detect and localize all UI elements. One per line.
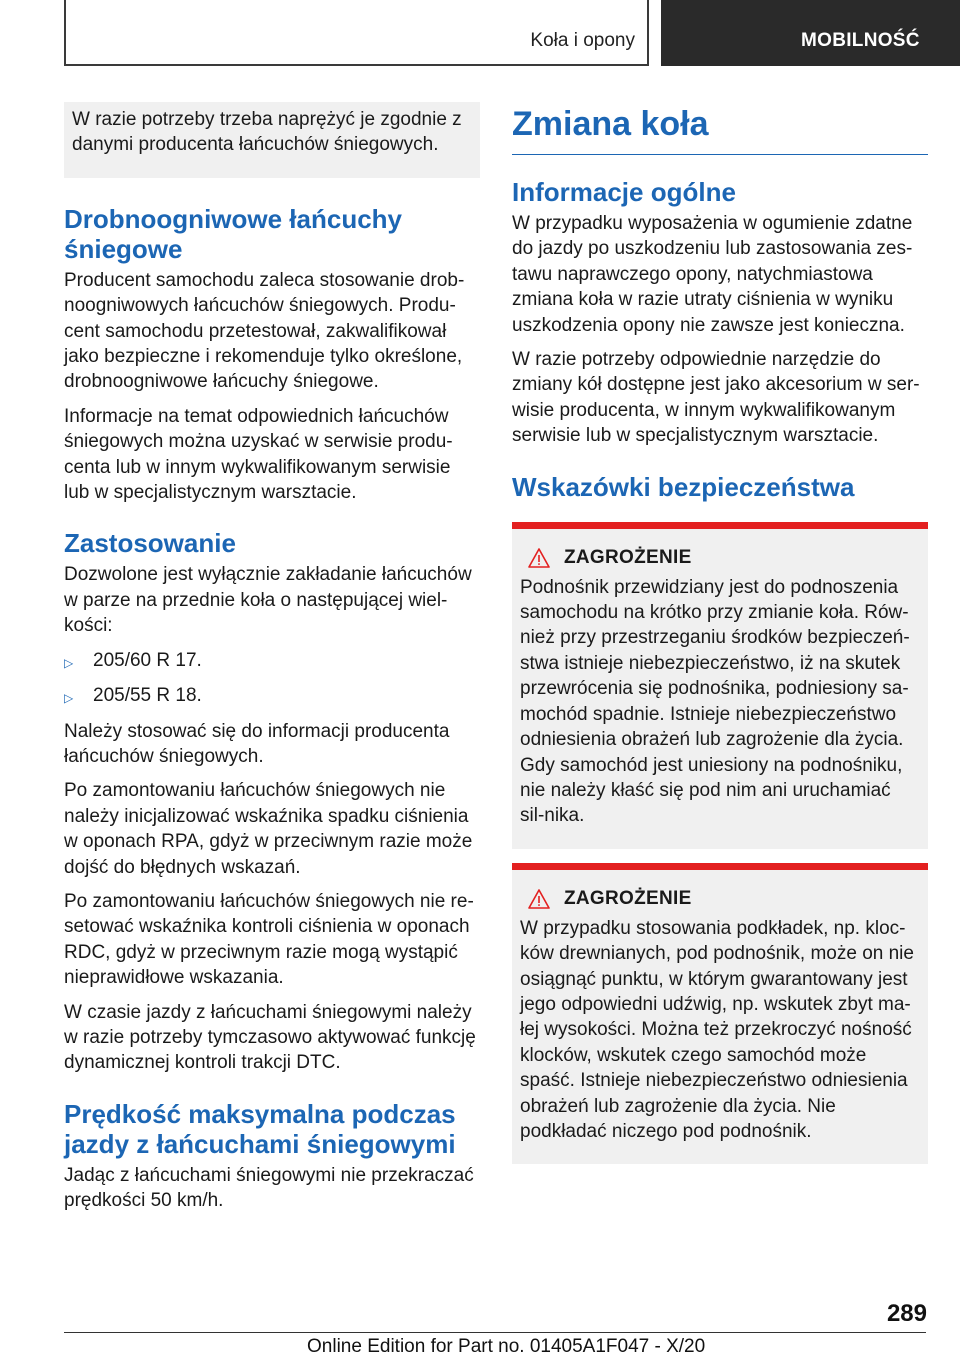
warning-label: ZAGROŻENIE bbox=[564, 887, 692, 909]
section-title-general-info: Informacje ogólne bbox=[512, 177, 736, 207]
list-item bbox=[64, 648, 480, 676]
header-rule-middle bbox=[647, 0, 649, 66]
paragraph: W przypadku wyposażenia w ogumienie zdatne do jazdy po uszkodzeniu lub zastosowania zes‐tawu naprawczego opony, natychmiastowa zmiana koła w razie utraty ciśnienia w wyniku uszkodzenia opony nie zawsze jest konieczna. bbox=[512, 213, 913, 336]
footer-rule bbox=[64, 1332, 926, 1333]
paragraph: Po zamontowaniu łańcuchów śniegowych nie należy inicjalizować wskaźnika spadku ciśnienia w oponach RPA, gdyż w przeciwnym razie może dojść do błędnych wskazań. bbox=[64, 780, 473, 878]
section-title-fine-chains: Drobnoogniwowe łańcuchy śniegowe bbox=[64, 203, 403, 264]
right-column bbox=[512, 102, 928, 1164]
header-section-title: Koła i opony bbox=[530, 30, 635, 51]
section-title-usage: Zastosowanie bbox=[64, 528, 236, 559]
triangle-bullet-icon: ▷ bbox=[64, 691, 74, 706]
paragraph: Producent samochodu zaleca stosowanie drob‐noogniwowych łańcuchów śniegowych. Produ‐cent samochodu przetestował, zakwalifikował jako bezpieczne i rekomenduje tylko określone, drobnoogniwowe łańcuchy śniegowe. bbox=[64, 269, 465, 393]
warning-text: Podnośnik przewidziany jest do podnoszenia samochodu na krótko przy zmianie koła. Rów‐nież przy przestrzeganiu środków bezpieczeń‐stwa istnieje niebezpieczeństwo, iż na skutek przewrócenia się podnośnika, podniesiony sa‐mochód spadnie. Istnieje niebezpieczeństwo odniesienia obrażeń lub zagrożenie dla życia. Gdy samochód jest uniesiony na podnośniku, nie należy kłaść się pod nim ani uruchamiać sil‐nika. bbox=[520, 576, 910, 827]
warning-box bbox=[512, 522, 928, 849]
paragraph: W razie potrzeby odpowiednie narzędzie do zmiany kół dostępne jest jako akcesorium w ser‐wisie producenta, w innym wykwalifikowanym serwisie lub w specjalistycznym warsztacie. bbox=[512, 349, 920, 447]
note-box bbox=[64, 102, 480, 178]
section-title-max-speed: Prędkość maksymalna podczas jazdy z łańcuchami śniegowymi bbox=[64, 1098, 456, 1159]
paragraph: Po zamontowaniu łańcuchów śniegowych nie re‐setować wskaźnika kontroli ciśnienia w oponach RDC, gdyż w przeciwnym razie mogą wystąpić nieprawidłowe wskazania. bbox=[64, 890, 474, 989]
triangle-bullet-icon: ▷ bbox=[64, 655, 74, 670]
header-chapter-tab: MOBILNOŚĆ bbox=[661, 0, 960, 66]
warning-header bbox=[520, 547, 920, 569]
paragraph: Należy stosować się do informacji producenta łańcuchów śniegowych. bbox=[64, 720, 450, 767]
header-rule-bottom bbox=[64, 64, 649, 66]
paragraph: Informacje na temat odpowiednich łańcuchów śniegowych można uzyskać w serwisie produ‐centa lub w innym wykwalifikowanym serwisie lub w specjalistycznym warsztacie. bbox=[64, 405, 453, 504]
paragraph: Jadąc z łańcuchami śniegowymi nie przekraczać prędkości 50 km/h. bbox=[64, 1164, 474, 1212]
paragraph: W czasie jazdy z łańcuchami śniegowymi należy w razie potrzeby tymczasowo aktywować funkcję dynamicznej kontroli trakcji DTC. bbox=[64, 1001, 476, 1074]
list-item bbox=[64, 683, 480, 711]
warning-triangle-icon bbox=[528, 889, 550, 909]
list-item-text: 205/55 R 18. bbox=[93, 685, 202, 707]
footer-edition: Online Edition for Part no. 01405A1F047 - X/20 bbox=[307, 1336, 706, 1357]
page-number: 289 bbox=[886, 1300, 927, 1327]
chapter-title-wheel-change: Zmiana koła bbox=[512, 102, 928, 155]
warning-box bbox=[512, 863, 928, 1165]
paragraph: Dozwolone jest wyłącznie zakładanie łańcuchów w parze na przednie koła o następującej wiel‐kości: bbox=[64, 564, 472, 637]
section-title-safety: Wskazówki bezpieczeństwa bbox=[512, 471, 855, 502]
left-column bbox=[64, 102, 480, 1223]
note-text: W razie potrzeby trzeba naprężyć je zgodnie z danymi producenta łańcuchów śniegowych. bbox=[72, 109, 462, 156]
warning-header bbox=[520, 888, 920, 910]
warning-label: ZAGROŻENIE bbox=[564, 546, 692, 568]
header-rule-left bbox=[64, 0, 66, 66]
warning-text: W przypadku stosowania podkładek, np. kloc‐ków drewnianych, pod podnośnik, może on nie osiągnąć punktu, w którym gwarantowany jest jego odpowiedni udźwig, np. wskutek zbyt ma‐łej wysokości. Można też przekroczyć nośność klocków, wskutek czego samochód może spaść. Istnieje niebezpieczeństwo odniesienia obrażeń lub zagrożenie dla życia. Nie podkładać niczego pod podnośnik. bbox=[520, 917, 914, 1142]
warning-triangle-icon bbox=[528, 548, 550, 568]
list-item-text: 205/60 R 17. bbox=[93, 649, 202, 671]
